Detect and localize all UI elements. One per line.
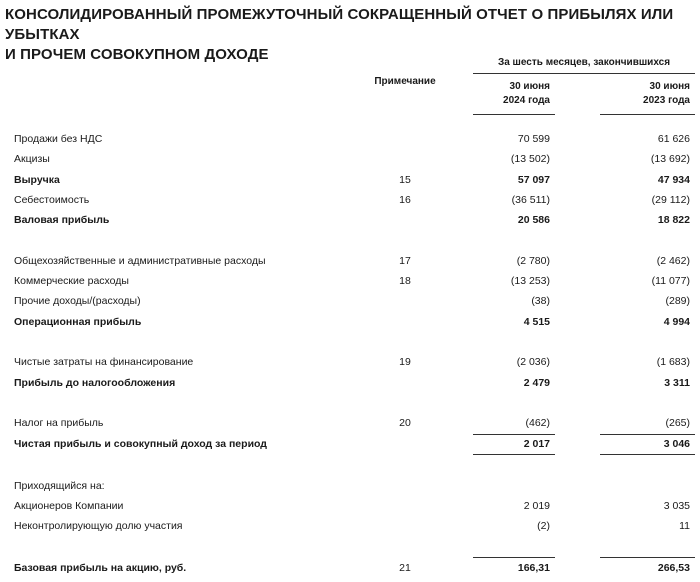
row-label: Себестоимость: [14, 194, 90, 206]
row-label: Общехозяйственные и административные расходы: [14, 255, 266, 267]
table-row: [0, 417, 700, 437]
column-header-2024-date: 30 июня: [509, 81, 550, 92]
row-value-2024: 70 599: [517, 133, 550, 145]
row-value-2023: 4 994: [663, 316, 690, 328]
row-note: 15: [399, 174, 411, 186]
note-column-header: Примечание: [374, 76, 436, 87]
row-value-2023: (1 683): [656, 356, 690, 368]
total-rule: [473, 454, 555, 455]
table-row: [0, 316, 700, 336]
column-header-2023-rule: [600, 114, 695, 115]
table-row: [0, 520, 700, 540]
table-row: [0, 480, 700, 500]
row-value-2023: 3 046: [663, 438, 690, 450]
row-value-2024: (13 253): [510, 275, 550, 287]
table-row: [0, 174, 700, 194]
row-value-2024: 166,31: [517, 562, 550, 574]
row-value-2023: 18 822: [657, 214, 690, 226]
row-label: Неконтролирующую долю участия: [14, 520, 183, 532]
report-title-line-2: И ПРОЧЕМ СОВОКУПНОМ ДОХОДЕ: [5, 46, 269, 63]
row-value-2023: 3 311: [664, 377, 690, 389]
table-row: [0, 194, 700, 214]
row-label: Акционеров Компании: [14, 500, 124, 512]
row-label: Валовая прибыль: [14, 214, 110, 226]
row-label: Выручка: [14, 174, 60, 186]
row-value-2024: (38): [531, 295, 550, 307]
row-note: 16: [399, 194, 411, 206]
row-label: Коммерческие расходы: [14, 275, 129, 287]
row-value-2024: 4 515: [523, 316, 550, 328]
row-note: 19: [399, 356, 411, 368]
row-note: 17: [399, 255, 411, 267]
row-label: Чистая прибыль и совокупный доход за период: [14, 438, 267, 450]
row-note: 21: [399, 562, 411, 574]
row-value-2023: 47 934: [657, 174, 690, 186]
row-label: Базовая прибыль на акцию, руб.: [14, 562, 187, 574]
column-header-2024-year: 2024 года: [503, 95, 550, 106]
row-value-2023: (265): [665, 417, 690, 429]
row-note: 18: [399, 275, 411, 287]
row-label: Операционная прибыль: [14, 316, 142, 328]
table-row: [0, 438, 700, 458]
table-row: [0, 255, 700, 275]
report-title: [5, 5, 695, 65]
table-row: [0, 214, 700, 234]
table-row: [0, 356, 700, 376]
row-label: Приходящийся на:: [14, 480, 105, 492]
row-label: Налог на прибыль: [14, 417, 104, 429]
total-rule: [473, 557, 555, 558]
column-header-2023: [570, 80, 690, 108]
total-rule: [600, 454, 695, 455]
row-value-2023: (11 077): [651, 275, 690, 287]
row-value-2023: 3 035: [663, 500, 690, 512]
column-header-2024: [430, 80, 550, 108]
row-value-2023: 266,53: [657, 562, 690, 574]
report-title-line-1: КОНСОЛИДИРОВАННЫЙ ПРОМЕЖУТОЧНЫЙ СОКРАЩЕННЫЙ ОТЧЕТ О ПРИБЫЛЯХ ИЛИ УБЫТКАХ: [5, 6, 674, 43]
row-value-2024: (462): [525, 417, 550, 429]
table-row: [0, 133, 700, 153]
table-row: [0, 500, 700, 520]
row-value-2024: 20 586: [517, 214, 550, 226]
row-value-2024: 2 019: [523, 500, 550, 512]
row-value-2024: (2): [537, 520, 550, 532]
row-value-2023: 61 626: [657, 133, 690, 145]
row-value-2024: (2 780): [516, 255, 550, 267]
row-value-2023: (2 462): [656, 255, 690, 267]
table-row: [0, 562, 700, 582]
row-value-2024: 2 017: [523, 438, 550, 450]
column-header-2024-rule: [473, 114, 555, 115]
table-row: [0, 377, 700, 397]
row-value-2023: (289): [665, 295, 690, 307]
column-header-2023-date: 30 июня: [649, 81, 690, 92]
table-row: [0, 275, 700, 295]
row-label: Продажи без НДС: [14, 133, 103, 145]
row-label: Прибыль до налогообложения: [14, 377, 176, 389]
period-header-rule: [473, 73, 695, 74]
row-label: Чистые затраты на финансирование: [14, 356, 194, 368]
total-rule: [600, 557, 695, 558]
total-rule: [473, 434, 555, 435]
row-label: Акцизы: [14, 153, 50, 165]
row-value-2024: 57 097: [517, 174, 550, 186]
row-label: Прочие доходы/(расходы): [14, 295, 141, 307]
row-value-2023: (29 112): [651, 194, 690, 206]
column-header-2023-year: 2023 года: [643, 95, 690, 106]
period-header: За шесть месяцев, закончившихся: [497, 57, 671, 68]
table-row: [0, 153, 700, 173]
row-value-2023: (13 692): [650, 153, 690, 165]
row-value-2024: 2 479: [523, 377, 550, 389]
table-row: [0, 295, 700, 315]
row-value-2024: (2 036): [516, 356, 550, 368]
row-value-2024: (36 511): [511, 194, 550, 206]
total-rule: [600, 434, 695, 435]
row-note: 20: [399, 417, 411, 429]
row-value-2024: (13 502): [510, 153, 550, 165]
row-value-2023: 11: [679, 520, 690, 532]
